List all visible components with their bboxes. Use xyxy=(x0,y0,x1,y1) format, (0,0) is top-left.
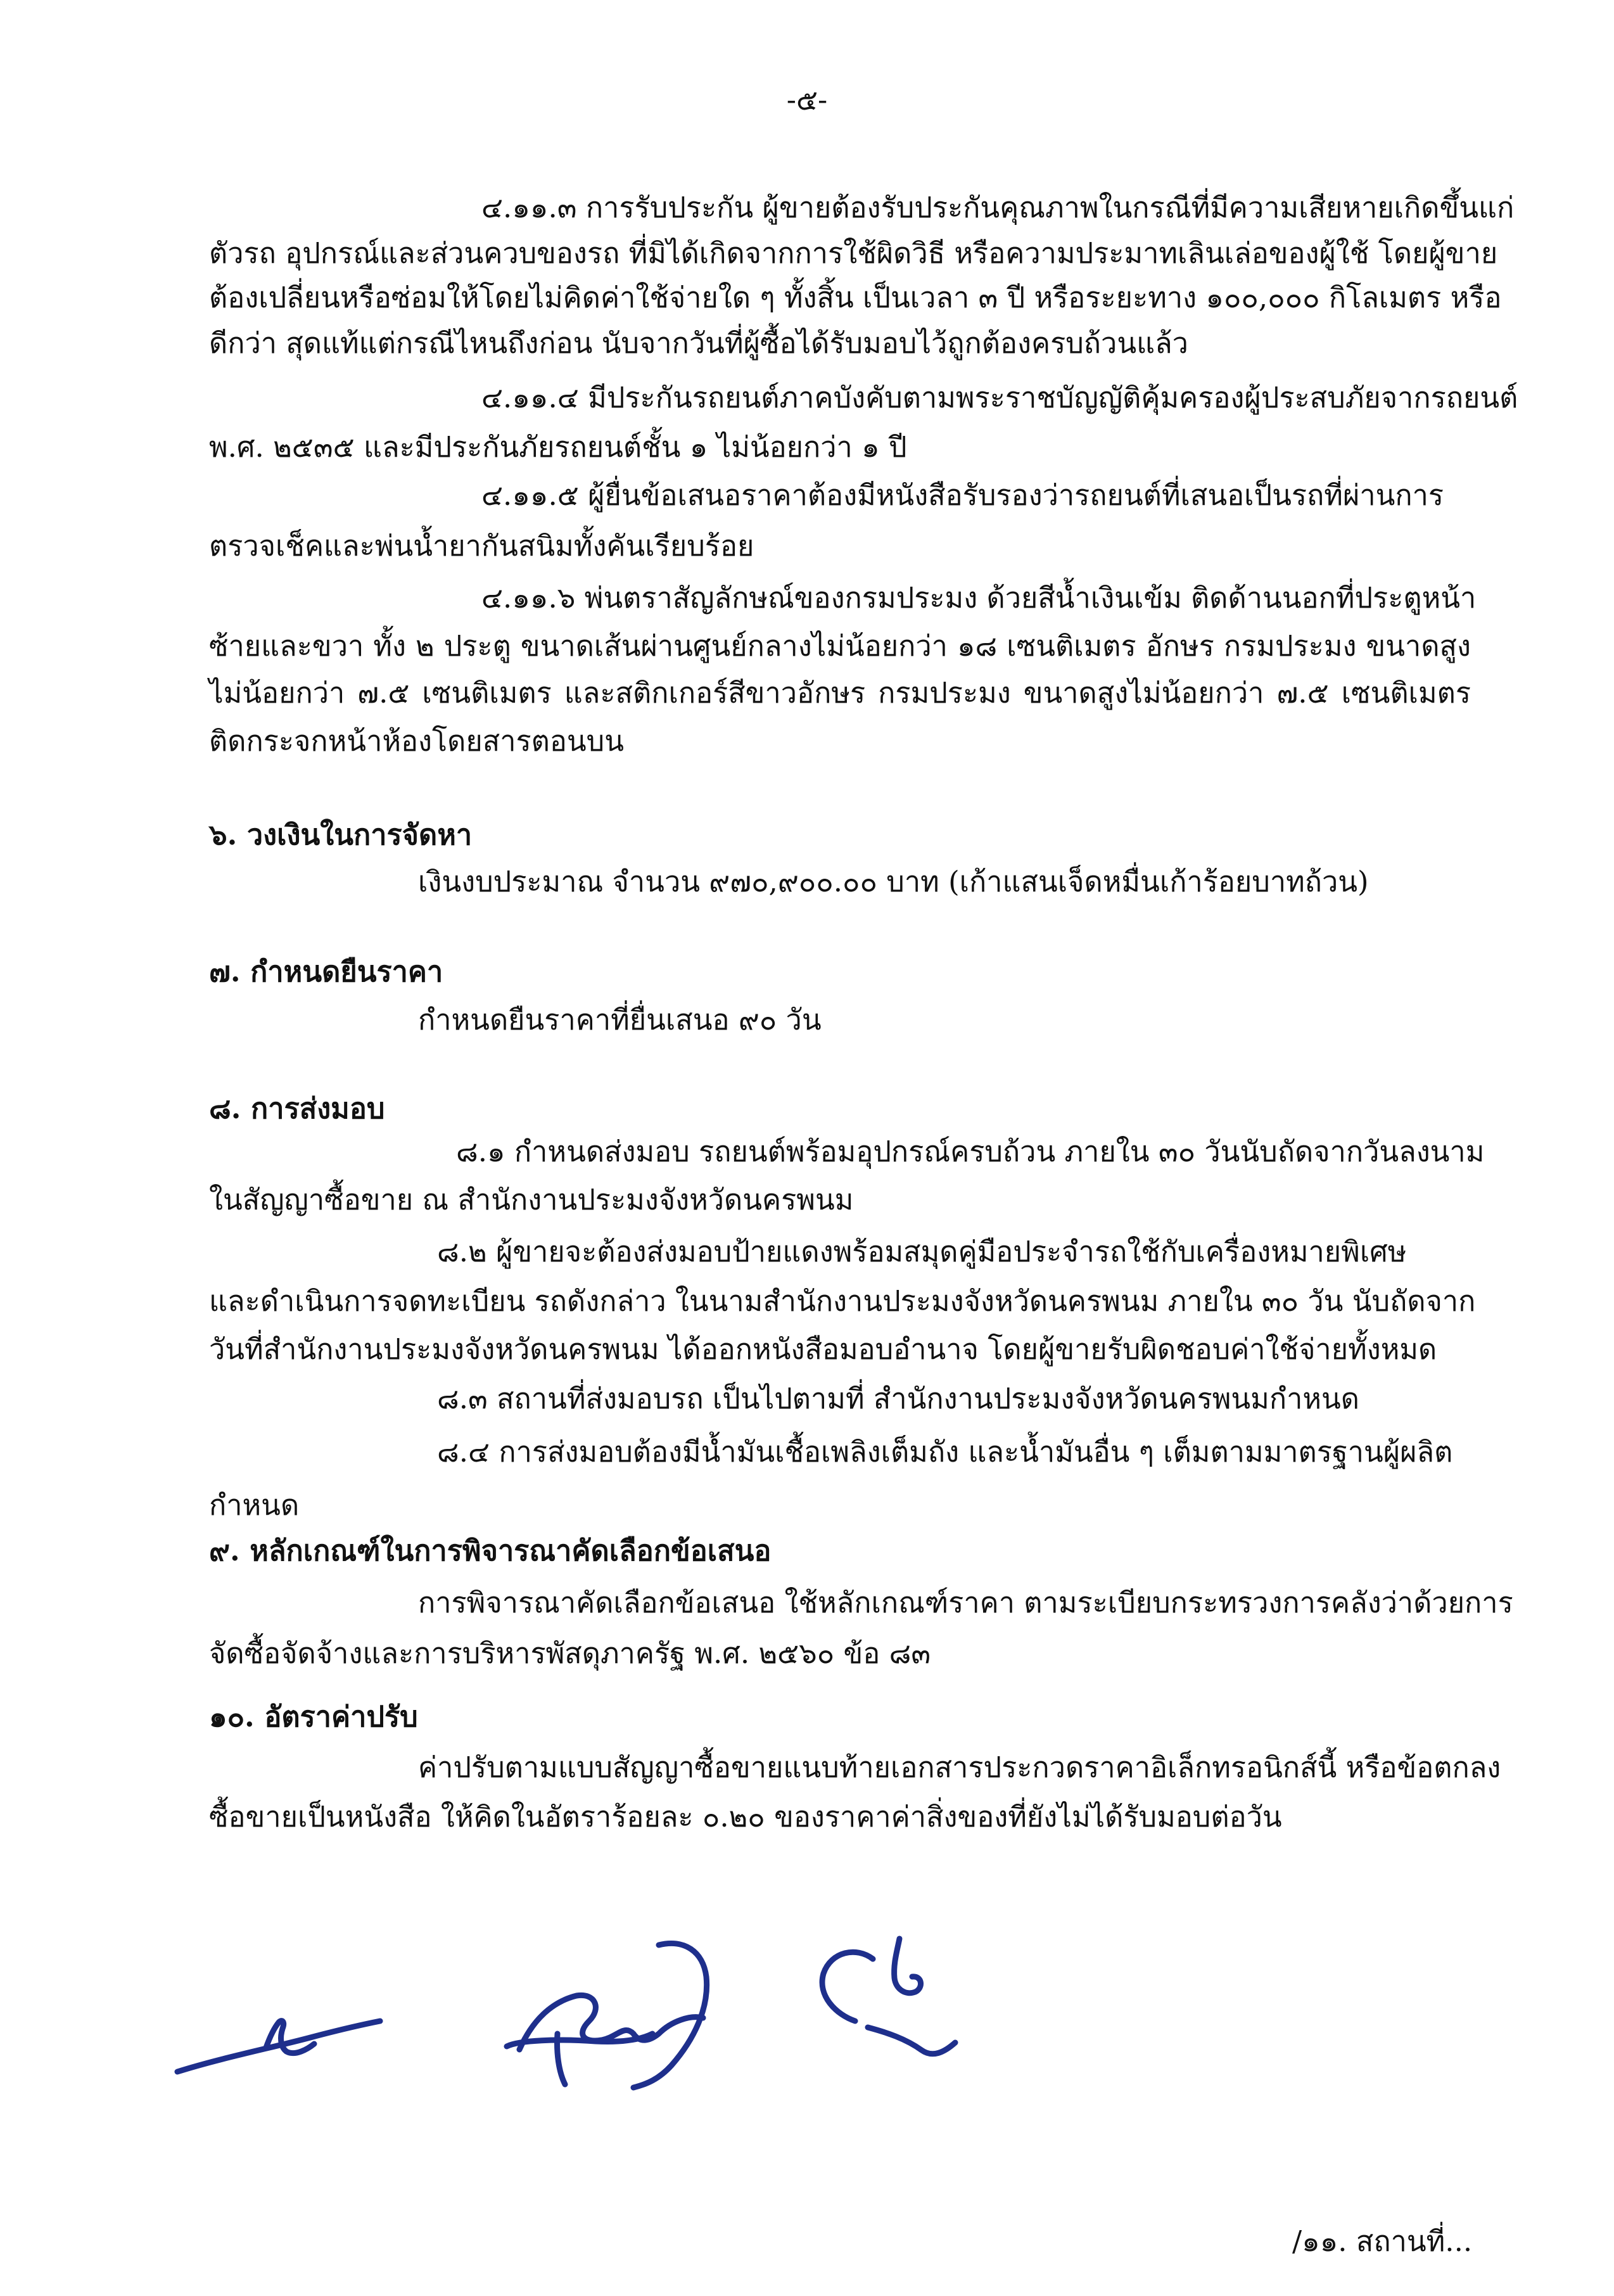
signature-2 xyxy=(481,1907,760,2097)
signature-3 xyxy=(785,1926,975,2072)
section-10-heading: ๑๐. อัตราค่าปรับ xyxy=(209,1700,418,1733)
section-6-heading: ๖. วงเงินในการจัดหา xyxy=(209,818,473,851)
clause-8-4-line-1: ๘.๔ การส่งมอบต้องมีน้ำมันเชื้อเพลิงเต็มถัง และน้ำมันอื่น ๆ เต็มตามมาตรฐานผู้ผลิต xyxy=(437,1435,1453,1469)
section-9-line-1: การพิจารณาคัดเลือกข้อเสนอ ใช้หลักเกณฑ์ราคา ตามระเบียบกระทรวงการคลังว่าด้วยการ xyxy=(418,1586,1513,1619)
clause-4-11-4-line-2: พ.ศ. ๒๕๓๕ และมีประกันภัยรถยนต์ชั้น ๑ ไม่น้อยกว่า ๑ ปี xyxy=(209,430,907,464)
footer-continuation: /๑๑. สถานที่... xyxy=(1292,2224,1473,2258)
clause-4-11-6-line-3: ไม่น้อยกว่า ๗.๕ เซนติเมตร และสติกเกอร์สีขาวอักษร กรมประมง ขนาดสูงไม่น้อยกว่า ๗.๕ เซนติเมตร xyxy=(209,676,1471,710)
clause-8-2-line-3: วันที่สำนักงานประมงจังหวัดนครพนม ได้ออกหนังสือมอบอำนาจ โดยผู้ขายรับผิดชอบค่าใช้จ่ายทั้งหมด xyxy=(209,1332,1437,1366)
clause-4-11-5-line-2: ตรวจเช็คและพ่นน้ำยากันสนิมทั้งคันเรียบร้อย xyxy=(209,529,754,563)
clause-4-11-6-line-4: ติดกระจกหน้าห้องโดยสารตอนบน xyxy=(209,724,625,758)
clause-4-11-6-line-2: ซ้ายและขวา ทั้ง ๒ ประตู ขนาดเส้นผ่านศูนย์กลางไม่น้อยกว่า ๑๘ เซนติเมตร อักษร กรมประมง ขนาดสูง xyxy=(209,629,1471,663)
clause-8-3: ๘.๓ สถานที่ส่งมอบรถ เป็นไปตามที่ สำนักงานประมงจังหวัดนครพนมกำหนด xyxy=(437,1382,1359,1415)
section-9-line-2: จัดซื้อจัดจ้างและการบริหารพัสดุภาครัฐ พ.ศ. ๒๕๖๐ ข้อ ๘๓ xyxy=(209,1636,931,1670)
clause-8-4-line-2: กำหนด xyxy=(209,1488,300,1522)
clause-4-11-5-line-1: ๔.๑๑.๕ ผู้ยื่นข้อเสนอราคาต้องมีหนังสือรับรองว่ารถยนต์ที่เสนอเป็นรถที่ผ่านการ xyxy=(481,478,1444,512)
section-10-line-1: ค่าปรับตามแบบสัญญาซื้อขายแนบท้ายเอกสารประกวดราคาอิเล็กทรอนิกส์นี้ หรือข้อตกลง xyxy=(418,1751,1501,1784)
clause-4-11-3-line-3: ต้องเปลี่ยนหรือซ่อมให้โดยไม่คิดค่าใช้จ่ายใด ๆ ทั้งสิ้น เป็นเวลา ๓ ปี หรือระยะทาง ๑๐๐,๐๐๐ กิโลเมตร หรือ xyxy=(209,281,1502,314)
clause-8-1-line-1: ๘.๑ กำหนดส่งมอบ รถยนต์พร้อมอุปกรณ์ครบถ้วน ภายใน ๓๐ วันนับถัดจากวันลงนาม xyxy=(456,1135,1485,1168)
clause-4-11-3-line-4: ดีกว่า สุดแท้แต่กรณีไหนถึงก่อน นับจากวันที่ผู้ซื้อได้รับมอบไว้ถูกต้องครบถ้วนแล้ว xyxy=(209,326,1188,360)
section-8-heading: ๘. การส่งมอบ xyxy=(209,1092,385,1125)
section-7-validity: กำหนดยืนราคาที่ยื่นเสนอ ๙๐ วัน xyxy=(418,1003,822,1036)
clause-8-2-line-1: ๘.๒ ผู้ขายจะต้องส่งมอบป้ายแดงพร้อมสมุดคู่มือประจำรถใช้กับเครื่องหมายพิเศษ xyxy=(437,1235,1407,1268)
clause-8-1-line-2: ในสัญญาซื้อขาย ณ สำนักงานประมงจังหวัดนครพนม xyxy=(209,1183,854,1216)
section-10-line-2: ซื้อขายเป็นหนังสือ ให้คิดในอัตราร้อยละ ๐.๒๐ ของราคาค่าสิ่งของที่ยังไม่ได้รับมอบต่อวัน xyxy=(209,1800,1282,1834)
page-number: -๕- xyxy=(786,83,828,117)
section-7-heading: ๗. กำหนดยืนราคา xyxy=(209,955,443,988)
clause-4-11-3-line-2: ตัวรถ อุปกรณ์และส่วนควบของรถ ที่มิได้เกิดจากการใช้ผิดวิธี หรือความประมาทเลินเล่อของผู้ใช้ โดยผู้ขาย xyxy=(209,236,1498,270)
clause-4-11-4-line-1: ๔.๑๑.๔ มีประกันรถยนต์ภาคบังคับตามพระราชบัญญัติคุ้มครองผู้ประสบภัยจากรถยนต์ xyxy=(481,381,1518,414)
section-6-budget: เงินงบประมาณ จำนวน ๙๗๐,๙๐๐.๐๐ บาท (เก้าแสนเจ็ดหมื่นเก้าร้อยบาทถ้วน) xyxy=(418,865,1369,898)
clause-4-11-6-line-1: ๔.๑๑.๖ พ่นตราสัญลักษณ์ของกรมประมง ด้วยสีน้ำเงินเข้ม ติดด้านนอกที่ประตูหน้า xyxy=(481,581,1477,615)
signature-1 xyxy=(165,1977,393,2091)
section-9-heading: ๙. หลักเกณฑ์ในการพิจารณาคัดเลือกข้อเสนอ xyxy=(209,1534,772,1567)
clause-4-11-3-line-1: ๔.๑๑.๓ การรับประกัน ผู้ขายต้องรับประกันคุณภาพในกรณีที่มีความเสียหายเกิดขึ้นแก่ xyxy=(481,191,1515,224)
clause-8-2-line-2: และดำเนินการจดทะเบียน รถดังกล่าว ในนามสำนักงานประมงจังหวัดนครพนม ภายใน ๓๐ วัน นับถัดจาก xyxy=(209,1284,1476,1318)
